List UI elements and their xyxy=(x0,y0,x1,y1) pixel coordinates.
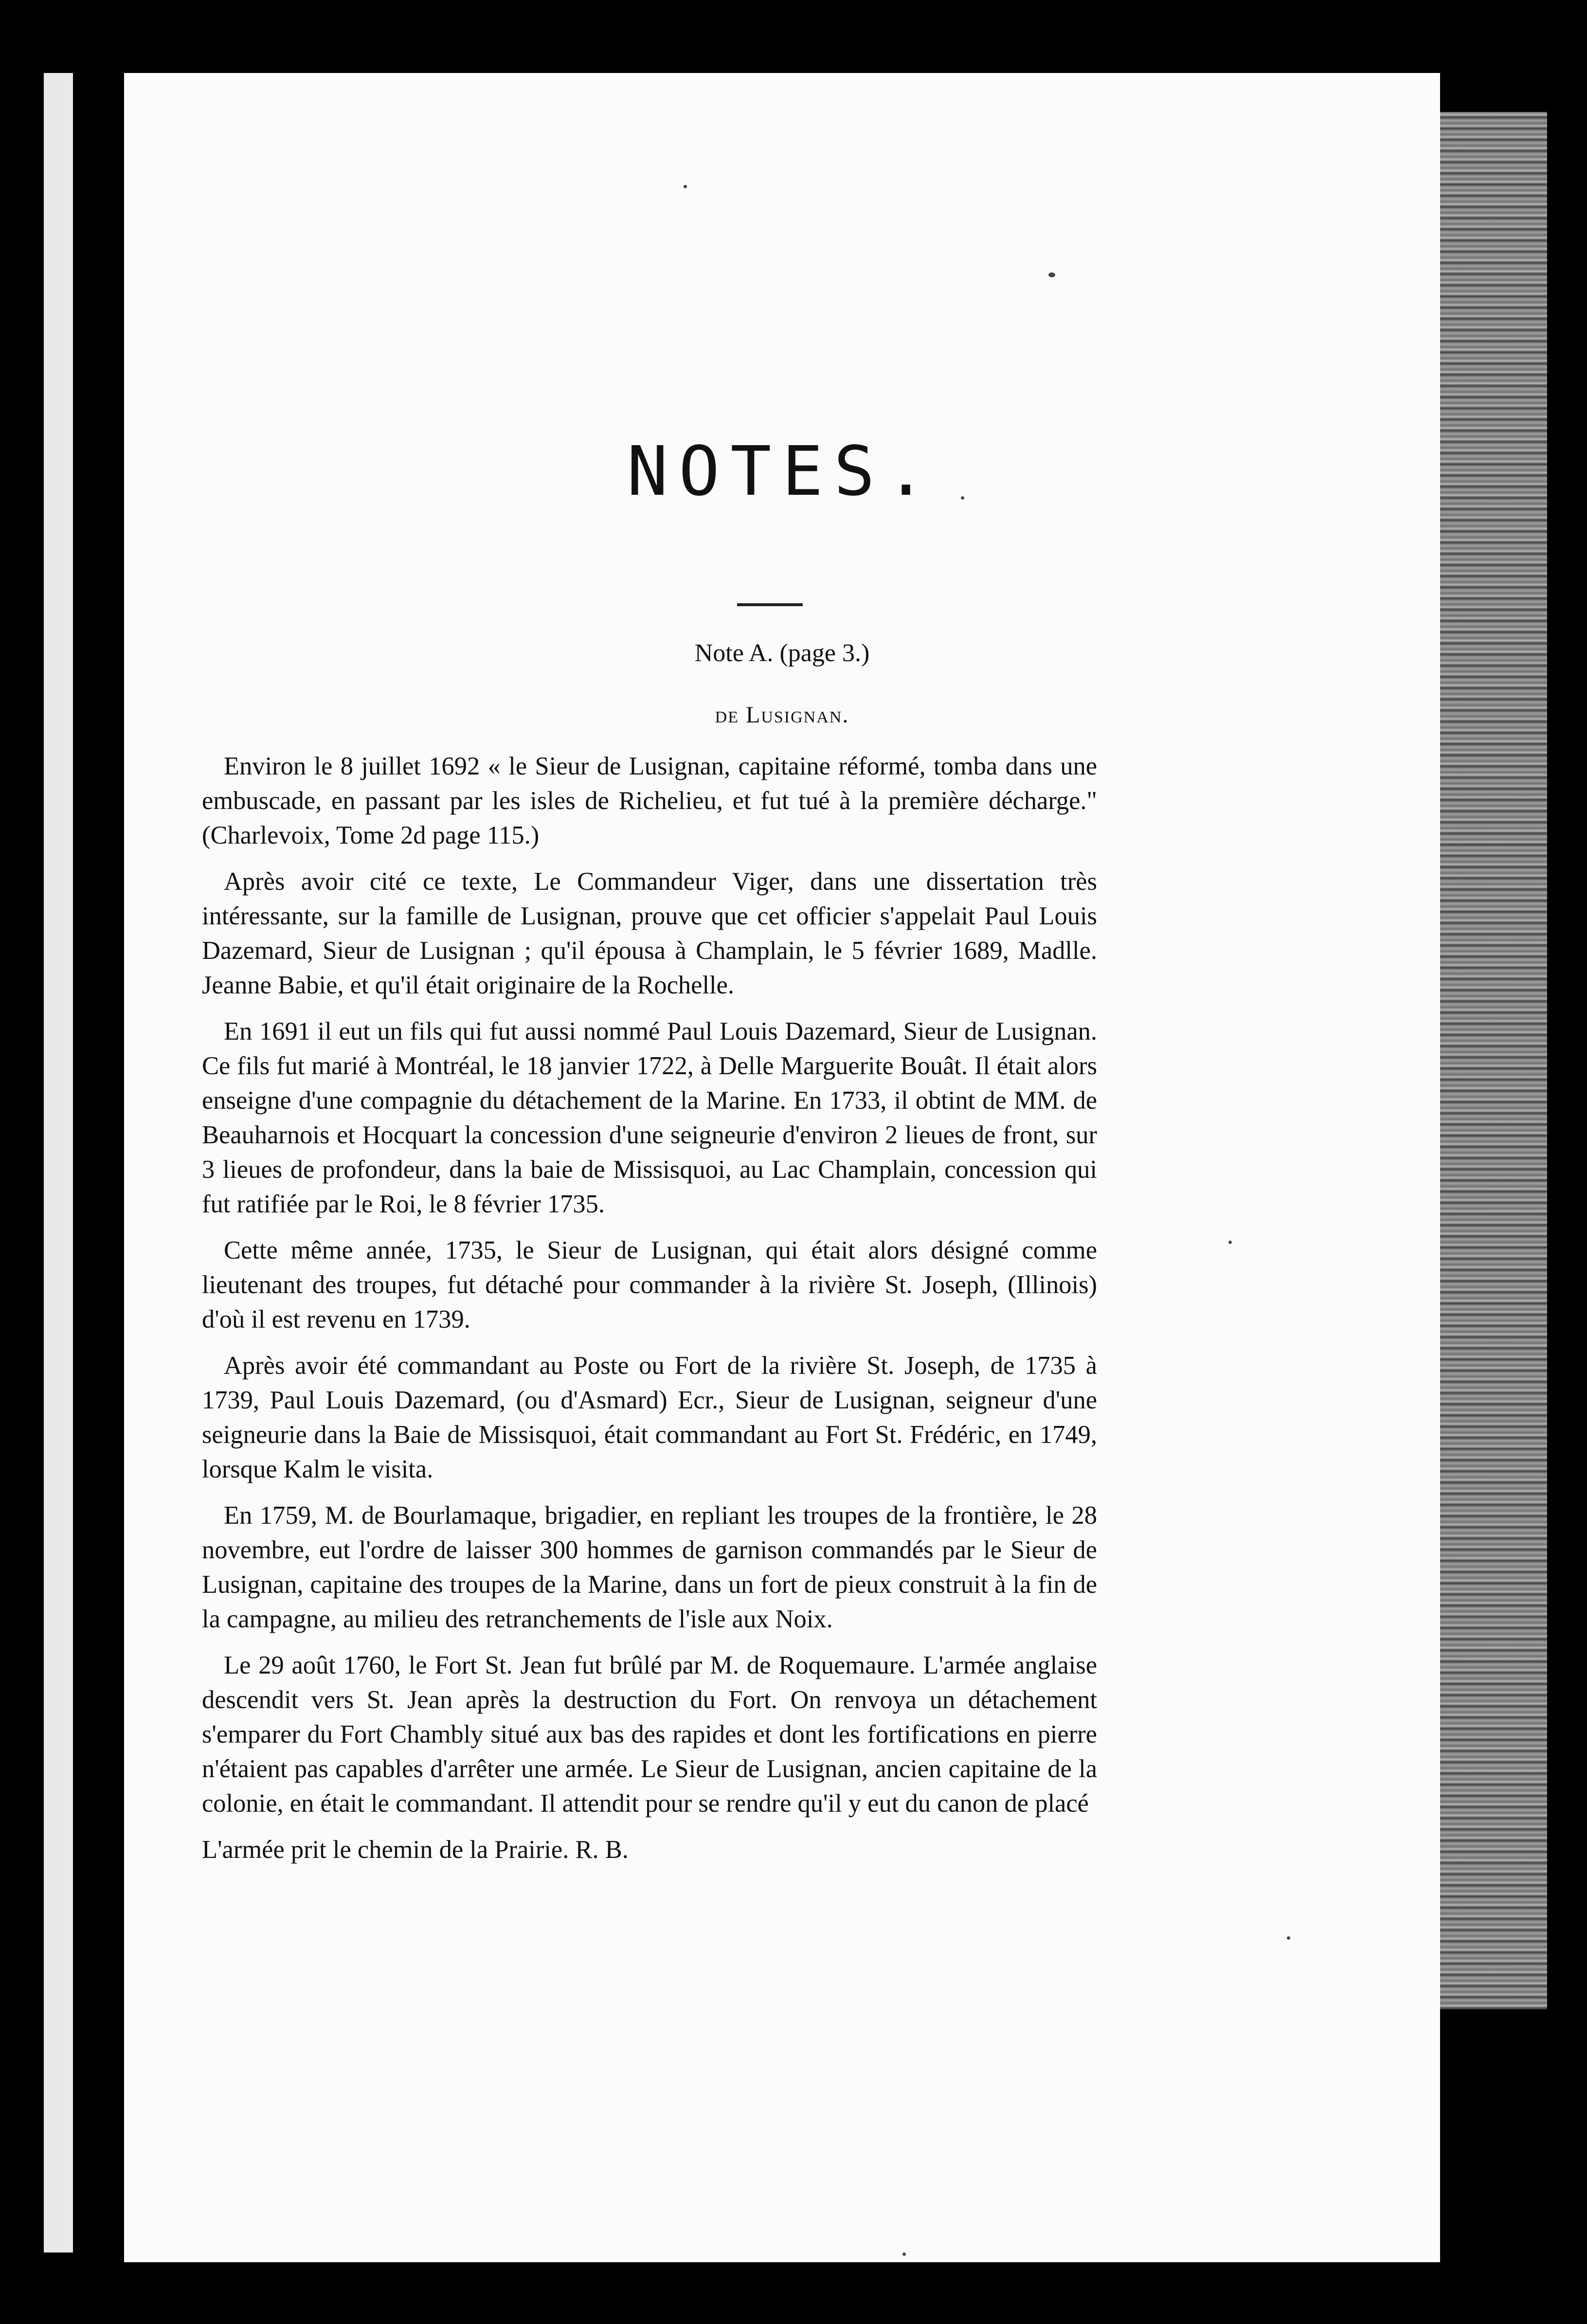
note-subject: de Lusignan. xyxy=(715,702,849,728)
paragraph-8: L'armée prit le chemin de la Prairie. R. B. xyxy=(202,1836,629,1864)
scan-speck xyxy=(1048,272,1055,277)
scan-speck xyxy=(1287,1936,1290,1940)
paragraph-2: Après avoir cité ce texte, Le Commandeur Viger, dans une dissertation très intéressante, sur la famille de Lusignan, prouve que cet officier s'appelait Paul Louis Dazemard, Sieur de Lusignan ; qu'il épousa à Champlain, le 5 février 1689, Madlle. Jeanne Babie, et qu'il était originaire de la Rochelle. xyxy=(202,867,1097,999)
page-heading: NOTES. xyxy=(627,432,938,511)
scan-speck xyxy=(902,2252,906,2256)
book-page xyxy=(124,73,1440,2262)
note-body xyxy=(202,749,1097,1879)
paragraph-4: Cette même année, 1735, le Sieur de Lusignan, qui était alors désigné comme lieutenant des troupes, fut détaché pour commander à la rivière St. Joseph, (Illinois) d'où il est revenu en 1739. xyxy=(202,1236,1097,1333)
left-page-edge xyxy=(44,73,73,2252)
paragraph-6: En 1759, M. de Bourlamaque, brigadier, en repliant les troupes de la frontière, le 28 novembre, eut l'ordre de laisser 300 hommes de garnison commandés par le Sieur de Lusignan, capitaine des troupes de la Marine, dans un fort de pieux construit à la fin de la campagne, au milieu des retranchements de l'isle aux Noix. xyxy=(202,1501,1097,1633)
paragraph-5: Après avoir été commandant au Poste ou Fort de la rivière St. Joseph, de 1735 à 1739, Paul Louis Dazemard, (ou d'Asmard) Ecr., Sieur de Lusignan, seigneur d'une seigneurie dans la Baie de Missisquoi, était commandant au Fort St. Frédéric, en 1749, lorsque Kalm le visita. xyxy=(202,1351,1097,1483)
scan-speck xyxy=(1228,1241,1232,1244)
book-edge-scan xyxy=(1440,112,1547,2009)
note-reference: Note A. (page 3.) xyxy=(694,639,870,667)
paragraph-1: Environ le 8 juillet 1692 « le Sieur de Lusignan, capitaine réformé, tomba dans une embuscade, en passant par les isles de Richelieu, et fut tué à la première décharge." (Charlevoix, Tome 2d page 115.) xyxy=(202,752,1097,849)
scan-speck xyxy=(684,185,687,188)
paragraph-7: Le 29 août 1760, le Fort St. Jean fut brûlé par M. de Roquemaure. L'armée anglaise descendit vers St. Jean après la destruction du Fort. On renvoya un détachement s'emparer du Fort Chambly situé aux bas des rapides et dont les fortifications en pierre n'étaient pas capables d'arrêter une armée. Le Sieur de Lusignan, ancien capitaine de la colonie, en était le commandant. Il attendit pour se rendre qu'il y eut du canon de placé xyxy=(202,1651,1097,1818)
paragraph-3: En 1691 il eut un fils qui fut aussi nommé Paul Louis Dazemard, Sieur de Lusignan. Ce fils fut marié à Montréal, le 18 janvier 1722, à Delle Marguerite Bouât. Il était alors enseigne d'une compagnie du détachement de la Marine. En 1733, il obtint de MM. de Beauharnois et Hocquart la concession d'une seigneurie d'environ 2 lieues de front, sur 3 lieues de profondeur, dans la baie de Missisquoi, au Lac Champlain, concession qui fut ratifiée par le Roi, le 8 février 1735. xyxy=(202,1017,1097,1218)
scan-speck xyxy=(961,496,964,500)
heading-rule xyxy=(737,603,803,606)
